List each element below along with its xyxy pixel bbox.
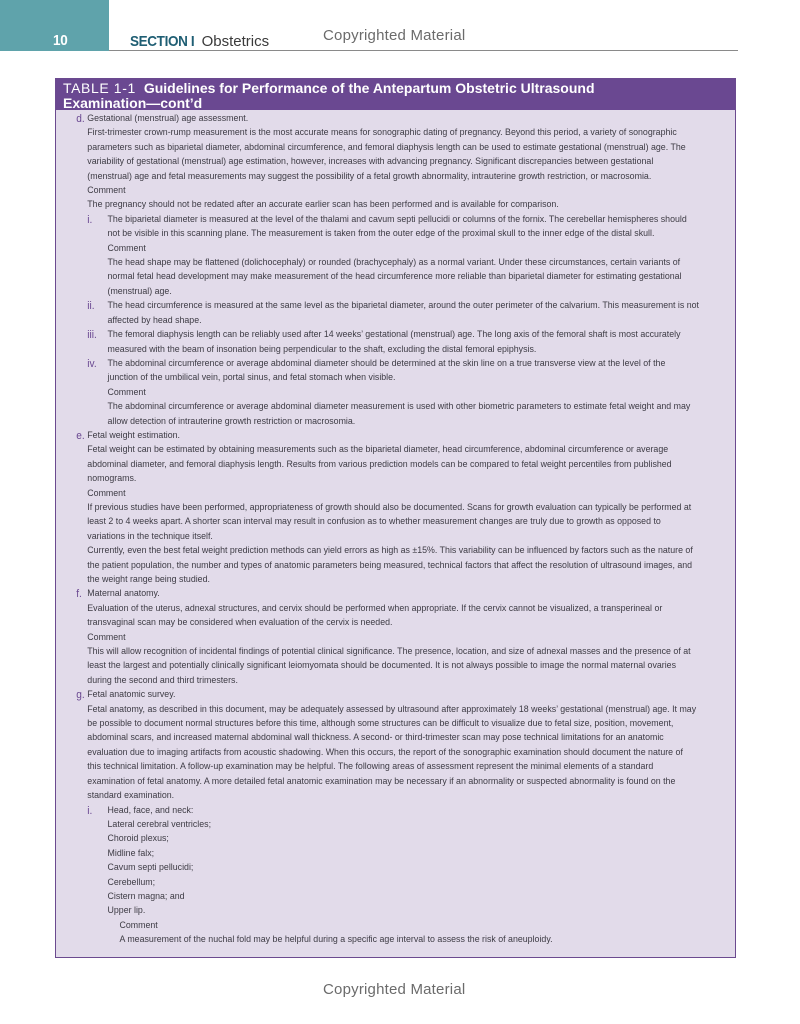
line-text: variations in the technique itself. bbox=[87, 530, 213, 542]
line-text: evaluation due to imaging artifacts from acoustic shadowing. When this occurs, the report of the sonographic examination should document the nature of bbox=[87, 746, 683, 758]
text-line bbox=[56, 717, 737, 731]
text-line bbox=[56, 270, 737, 284]
table-heading-line1: Guidelines for Performance of the Antepartum Obstetric Ultrasound bbox=[143, 80, 595, 96]
text-line bbox=[56, 645, 737, 659]
line-text: measured with the beam of insonation being perpendicular to the shaft, excluding the distal femoral epiphysis. bbox=[107, 343, 537, 355]
line-text: least 2 to 4 weeks apart. A shorter scan interval may result in confusion as to whether measurement changes are truly due to growth as opposed to bbox=[87, 516, 661, 528]
page-number: 10 bbox=[53, 32, 68, 49]
text-line bbox=[56, 775, 737, 789]
text-line bbox=[56, 904, 737, 918]
line-text: transvaginal scan may be considered when evaluation of the cervix is needed. bbox=[87, 617, 393, 629]
list-item bbox=[56, 429, 737, 443]
list-item bbox=[56, 688, 737, 702]
line-text: Fetal anatomic survey. bbox=[87, 689, 176, 701]
text-line bbox=[56, 933, 737, 947]
line-text: The abdominal circumference or average abdominal diameter measurement is used with other biometric parameters to estimate fetal weight and may bbox=[107, 401, 691, 413]
text-line bbox=[56, 573, 737, 587]
comment-label bbox=[56, 919, 737, 933]
text-line bbox=[56, 227, 737, 241]
line-text: Lateral cerebral ventricles; bbox=[107, 818, 212, 830]
section-label: SECTION I bbox=[130, 33, 195, 50]
list-marker: ii. bbox=[87, 300, 95, 313]
line-text: The head circumference is measured at the same level as the biparietal diameter, around the outer perimeter of the calvarium. This measurement is not bbox=[107, 300, 700, 312]
text-line bbox=[56, 458, 737, 472]
text-line bbox=[56, 501, 737, 515]
section-title: Obstetrics bbox=[201, 33, 270, 50]
list-item bbox=[56, 112, 737, 126]
line-text: Currently, even the best fetal weight prediction methods can yield errors as high as ±15%. This variability can be influenced by factors such as the nature of bbox=[87, 545, 693, 557]
line-text: This will allow recognition of incidental findings of potential clinical significance. The presence, location, and size of adnexal masses and the presence of at bbox=[87, 646, 691, 658]
line-text: Comment bbox=[119, 919, 158, 931]
list-marker: e. bbox=[76, 429, 85, 442]
line-text: the weight range being studied. bbox=[87, 574, 210, 585]
guidelines-table bbox=[55, 78, 736, 958]
text-line bbox=[56, 141, 737, 155]
text-line bbox=[56, 861, 737, 875]
text-line bbox=[56, 400, 737, 414]
list-marker: i. bbox=[87, 213, 93, 226]
line-text: (menstrual) age and fetal measurements may suggest the possibility of a fetal growth abnormality, intrauterine growth restriction, or macrosomia. bbox=[87, 170, 652, 182]
line-text: junction of the umbilical vein, portal sinus, and fetal stomach when visible. bbox=[107, 372, 396, 384]
line-text: standard examination. bbox=[87, 790, 175, 802]
text-line bbox=[56, 443, 737, 457]
line-text: not be visible in this scanning plane. The measurement is taken from the outer edge of the proximal skull to the inner edge of the distal skull. bbox=[107, 228, 655, 240]
line-text: The pregnancy should not be redated after an accurate earlier scan has been performed and is available for comparison. bbox=[87, 199, 559, 211]
text-line bbox=[56, 760, 737, 774]
line-text: be possible to document normal structures before this time, although some structures can be difficult to visualize due to fetal size, position, movement, bbox=[87, 718, 674, 730]
comment-label bbox=[56, 386, 737, 400]
line-text: Choroid plexus; bbox=[107, 833, 169, 845]
text-line bbox=[56, 198, 737, 212]
list-marker: iv. bbox=[87, 357, 97, 370]
line-text: Cavum septi pellucidi; bbox=[107, 862, 194, 874]
line-text: Fetal anatomy, as described in this document, may be adequately assessed by ultrasound after approximately 18 weeks’ gestational (menstrual) age. It may bbox=[87, 703, 697, 715]
list-item bbox=[56, 299, 737, 313]
line-text: examination of fetal anatomy. A more detailed fetal anatomic examination may be necessary if an abnormality or suspected abnormality is found on the bbox=[87, 775, 676, 787]
text-line bbox=[56, 818, 737, 832]
text-line bbox=[56, 314, 737, 328]
line-text: during the second and third trimesters. bbox=[87, 674, 238, 686]
text-line bbox=[56, 515, 737, 529]
text-line bbox=[56, 703, 737, 717]
line-text: Comment bbox=[87, 631, 126, 643]
running-head bbox=[130, 33, 269, 50]
line-text: The femoral diaphysis length can be reliably used after 14 weeks’ gestational (menstrual) age. The long axis of the femoral shaft is most accurately bbox=[107, 329, 681, 341]
line-text: Cistern magna; and bbox=[107, 890, 185, 902]
text-line bbox=[56, 256, 737, 270]
table-body bbox=[56, 110, 737, 948]
text-line bbox=[56, 170, 737, 184]
line-text: Fetal weight estimation. bbox=[87, 429, 180, 441]
comment-label bbox=[56, 242, 737, 256]
line-text: The biparietal diameter is measured at the level of the thalami and cavum septi pellucidi or columns of the fornix. The cerebellar hemispheres should bbox=[107, 213, 687, 225]
line-text: abdominal scars, and increased maternal abdominal wall thickness. A second- or third-trimester scan may pose technical limitations for an anatomic bbox=[87, 732, 664, 744]
line-text: Comment bbox=[87, 487, 126, 499]
line-text: variability of gestational (menstrual) age estimation, however, increases with advancing pregnancy. Significant discrepancies between gestational bbox=[87, 156, 654, 168]
text-line bbox=[56, 530, 737, 544]
line-text: nomograms. bbox=[87, 473, 137, 485]
line-text: abdominal diameter, and femoral diaphysis length. Results from various prediction models can be compared to fetal weight percentiles from published bbox=[87, 458, 672, 470]
list-marker: f. bbox=[76, 588, 82, 601]
text-line bbox=[56, 731, 737, 745]
list-marker: iii. bbox=[87, 329, 97, 342]
line-text: The abdominal circumference or average abdominal diameter should be determined at the skin line on a true transverse view at the level of the bbox=[107, 357, 666, 369]
table-header bbox=[56, 79, 735, 110]
comment-label bbox=[56, 487, 737, 501]
line-text: Cerebellum; bbox=[107, 876, 156, 888]
text-line bbox=[56, 789, 737, 803]
table-label: TABLE 1-1 bbox=[63, 80, 136, 96]
line-text: Comment bbox=[87, 185, 126, 197]
text-line bbox=[56, 155, 737, 169]
line-text: A measurement of the nuchal fold may be helpful during a specific age interval to assess the risk of aneuploidy. bbox=[119, 934, 553, 946]
table-heading-line2: Examination—cont’d bbox=[63, 95, 203, 111]
line-text: the patient population, the number and types of anatomic parameters being measured, technical factors that affect the resolution of ultrasound images, and bbox=[87, 559, 693, 571]
line-text: (menstrual) age. bbox=[107, 285, 172, 297]
line-text: First-trimester crown-rump measurement is the most accurate means for sonographic dating of pregnancy. Beyond this period, a variety of sonographic bbox=[87, 127, 677, 139]
header-rule bbox=[109, 50, 738, 51]
text-line bbox=[56, 415, 737, 429]
comment-label bbox=[56, 184, 737, 198]
line-text: Midline falx; bbox=[107, 847, 155, 859]
text-line bbox=[56, 559, 737, 573]
line-text: If previous studies have been performed, appropriateness of growth should also be documented. Scans for growth evaluation can typically be performed at bbox=[87, 501, 692, 513]
line-text: Comment bbox=[107, 386, 146, 398]
text-line bbox=[56, 674, 737, 688]
text-line bbox=[56, 472, 737, 486]
list-item bbox=[56, 213, 737, 227]
text-line bbox=[56, 616, 737, 630]
copyright-watermark-top: Copyrighted Material bbox=[323, 27, 466, 44]
copyright-watermark-bottom: Copyrighted Material bbox=[323, 981, 466, 998]
text-line bbox=[56, 371, 737, 385]
text-line bbox=[56, 544, 737, 558]
line-text: The head shape may be flattened (dolichocephaly) or rounded (brachycephaly) as a normal variant. Under these circumstances, certain variants of bbox=[107, 257, 681, 269]
text-line bbox=[56, 659, 737, 673]
line-text: this technical limitation. A follow-up examination may be helpful. The following areas of assessment represent the minimal elements of a standard bbox=[87, 761, 654, 773]
list-item bbox=[56, 804, 737, 818]
text-line bbox=[56, 832, 737, 846]
text-line bbox=[56, 126, 737, 140]
list-marker: d. bbox=[76, 113, 85, 125]
text-line bbox=[56, 890, 737, 904]
line-text: Comment bbox=[107, 242, 146, 254]
line-text: Head, face, and neck: bbox=[107, 804, 194, 816]
line-text: Evaluation of the uterus, adnexal structures, and cervix should be performed when appropriate. If the cervix cannot be visualized, a transperineal or bbox=[87, 602, 663, 614]
list-item bbox=[56, 587, 737, 601]
line-text: Gestational (menstrual) age assessment. bbox=[87, 113, 249, 124]
page-number-tab bbox=[0, 0, 109, 51]
list-marker: g. bbox=[76, 689, 85, 702]
comment-label bbox=[56, 631, 737, 645]
line-text: parameters such as biparietal diameter, abdominal circumference, and femoral diaphysis length can be used to estimate gestational (menstrual) age. The bbox=[87, 141, 686, 153]
list-item bbox=[56, 357, 737, 371]
text-line bbox=[56, 602, 737, 616]
text-line bbox=[56, 285, 737, 299]
line-text: least the largest and potentially clinically significant leiomyomata should be documented. It is not always possible to image the normal maternal ovaries bbox=[87, 660, 677, 672]
line-text: affected by head shape. bbox=[107, 314, 202, 326]
list-item bbox=[56, 328, 737, 342]
line-text: normal fetal head development may make measurement of the head circumference more reliable than biparietal diameter for estimating gestational bbox=[107, 271, 682, 283]
line-text: Fetal weight can be estimated by obtaining measurements such as the biparietal diameter, head circumference, abdominal circumference or average bbox=[87, 444, 669, 456]
text-line bbox=[56, 746, 737, 760]
line-text: Upper lip. bbox=[107, 905, 146, 917]
text-line bbox=[56, 343, 737, 357]
line-text: Maternal anatomy. bbox=[87, 588, 160, 600]
text-line bbox=[56, 847, 737, 861]
list-marker: i. bbox=[87, 804, 93, 817]
text-line bbox=[56, 876, 737, 890]
line-text: allow detection of intrauterine growth restriction or macrosomia. bbox=[107, 415, 356, 427]
